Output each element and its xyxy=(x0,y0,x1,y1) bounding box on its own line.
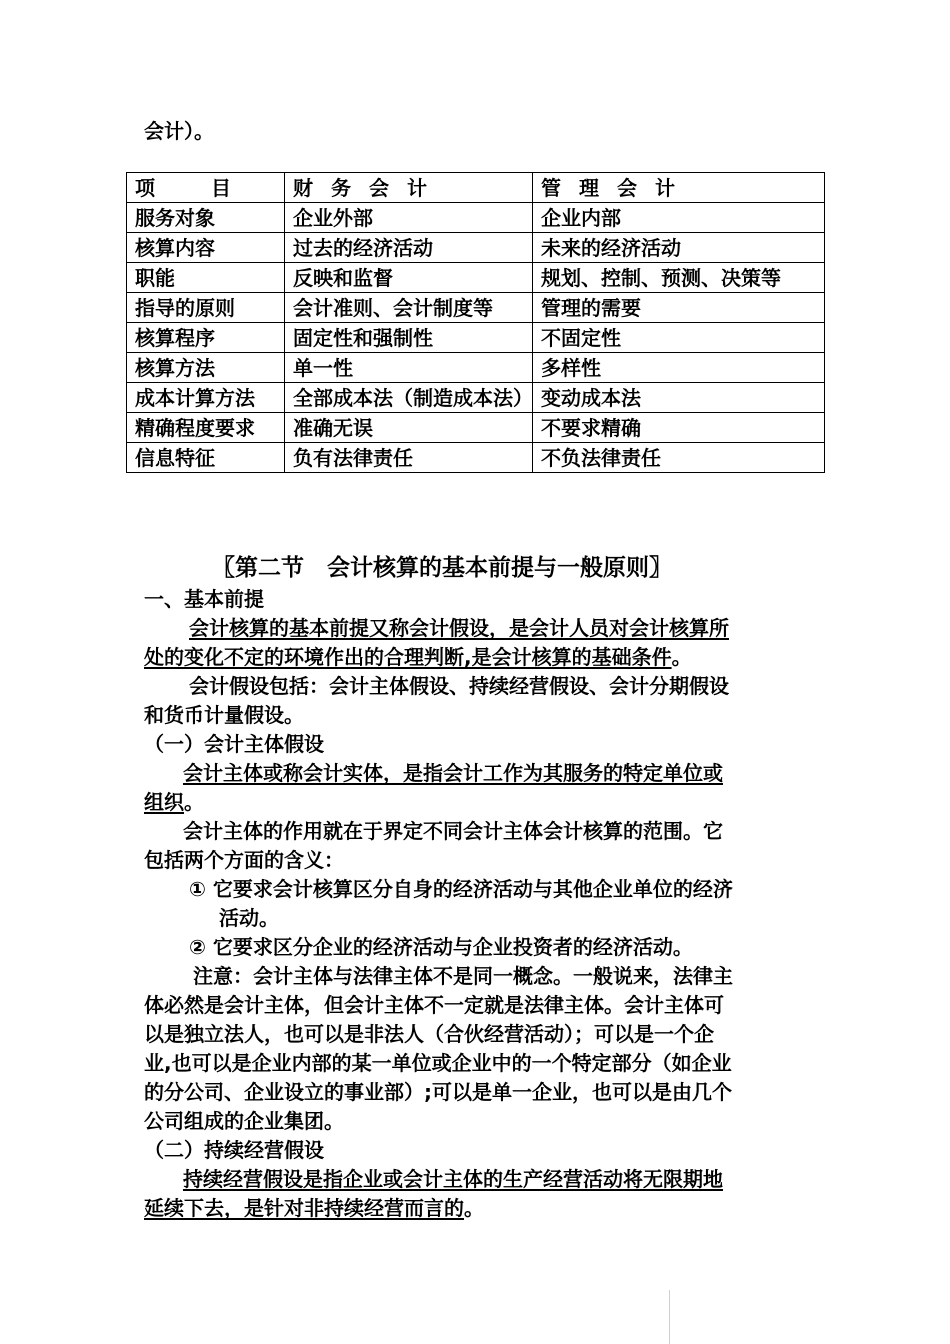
table-cell: 单一性 xyxy=(285,353,533,383)
table-cell: 固定性和强制性 xyxy=(285,323,533,353)
subheading-entity-assumption: （一）会计主体假设 xyxy=(144,732,324,756)
table-cell: 指导的原则 xyxy=(127,293,285,323)
paragraph-line: 会计主体的作用就在于界定不同会计主体会计核算的范围。它 xyxy=(183,819,723,843)
table-cell: 职能 xyxy=(127,263,285,293)
table-cell: 未来的经济活动 xyxy=(533,233,825,263)
table-cell: 不负法律责任 xyxy=(533,443,825,473)
table-cell: 精确程度要求 xyxy=(127,413,285,443)
heading-basic-premises: 一、基本前提 xyxy=(144,587,264,611)
table-cell: 核算程序 xyxy=(127,323,285,353)
punctuation: 。 xyxy=(184,790,204,814)
table-cell: 会计准则、会计制度等 xyxy=(285,293,533,323)
paragraph-line: 注意：会计主体与法律主体不是同一概念。一般说来，法律主 xyxy=(193,964,733,988)
paragraph-line xyxy=(144,643,692,671)
paragraph-line: 业,也可以是企业内部的某一单位或企业中的一个特定部分（如企业 xyxy=(144,1051,732,1075)
comparison-table xyxy=(126,172,825,473)
table-cell: 多样性 xyxy=(533,353,825,383)
table-cell: 不要求精确 xyxy=(533,413,825,443)
table-cell: 变动成本法 xyxy=(533,383,825,413)
paragraph-line: 和货币计量假设。 xyxy=(144,703,304,727)
table-row xyxy=(127,413,825,443)
paragraph-line: 以是独立法人，也可以是非法人（合伙经营活动）；可以是一个企 xyxy=(144,1022,714,1046)
paragraph-line: 体必然是会计主体，但会计主体不一定就是法律主体。会计主体可 xyxy=(144,993,724,1017)
table-row xyxy=(127,383,825,413)
table-row xyxy=(127,293,825,323)
table-cell: 核算方法 xyxy=(127,353,285,383)
table-cell: 企业外部 xyxy=(285,203,533,233)
top-fragment: 会计）。 xyxy=(144,119,214,143)
table-cell: 准确无误 xyxy=(285,413,533,443)
paragraph-line xyxy=(144,1194,484,1222)
table-cell: 不固定性 xyxy=(533,323,825,353)
table-cell: 规划、控制、预测、决策等 xyxy=(533,263,825,293)
list-item: ① 它要求会计核算区分自身的经济活动与其他企业单位的经济 xyxy=(189,877,733,901)
table-cell: 核算内容 xyxy=(127,233,285,263)
paragraph-line: 包括两个方面的含义： xyxy=(144,848,344,872)
underlined-text: 处的变化不定的环境作出的合理判断,是会计核算的基础条件 xyxy=(144,645,672,669)
paragraph-line: 的分公司、企业设立的事业部）;可以是单一企业，也可以是由几个 xyxy=(144,1080,732,1104)
table-cell: 服务对象 xyxy=(127,203,285,233)
paragraph-line: 会计假设包括：会计主体假设、持续经营假设、会计分期假设 xyxy=(189,674,729,698)
table-row xyxy=(127,353,825,383)
underlined-text: 延续下去，是针对非持续经营而言的 xyxy=(144,1196,464,1220)
header-cell: 财务会计 xyxy=(285,173,533,203)
table-row xyxy=(127,263,825,293)
table-cell: 过去的经济活动 xyxy=(285,233,533,263)
punctuation: 。 xyxy=(464,1196,484,1220)
table-cell: 成本计算方法 xyxy=(127,383,285,413)
table-cell: 管理的需要 xyxy=(533,293,825,323)
paragraph-line xyxy=(144,788,204,816)
underlined-text: 组织 xyxy=(144,790,184,814)
table-row xyxy=(127,203,825,233)
table-cell: 信息特征 xyxy=(127,443,285,473)
table-row xyxy=(127,233,825,263)
punctuation: 。 xyxy=(671,645,692,669)
paragraph-line: 持续经营假设是指企业或会计主体的生产经营活动将无限期地 xyxy=(183,1167,723,1191)
paragraph-line: 会计核算的基本前提又称会计假设，是会计人员对会计核算所 xyxy=(189,616,729,640)
header-cell: 管理会计 xyxy=(533,173,825,203)
table-cell: 企业内部 xyxy=(533,203,825,233)
paragraph-line: 会计主体或称会计实体，是指会计工作为其服务的特定单位或 xyxy=(183,761,723,785)
table-cell: 负有法律责任 xyxy=(285,443,533,473)
section-title: 〖第二节 会计核算的基本前提与一般原则〗 xyxy=(212,555,672,581)
table-cell: 全部成本法（制造成本法） xyxy=(285,383,533,413)
subheading-going-concern: （二）持续经营假设 xyxy=(144,1138,324,1162)
list-item: ② 它要求区分企业的经济活动与企业投资者的经济活动。 xyxy=(189,935,693,959)
table-cell: 反映和监督 xyxy=(285,263,533,293)
table-row xyxy=(127,323,825,353)
table-header-row xyxy=(127,173,825,203)
table-row xyxy=(127,443,825,473)
header-cell: 项 目 xyxy=(127,173,285,203)
page-edge-rule xyxy=(669,1290,670,1344)
list-item-continuation: 活动。 xyxy=(219,906,279,930)
paragraph-line: 公司组成的企业集团。 xyxy=(144,1109,344,1133)
